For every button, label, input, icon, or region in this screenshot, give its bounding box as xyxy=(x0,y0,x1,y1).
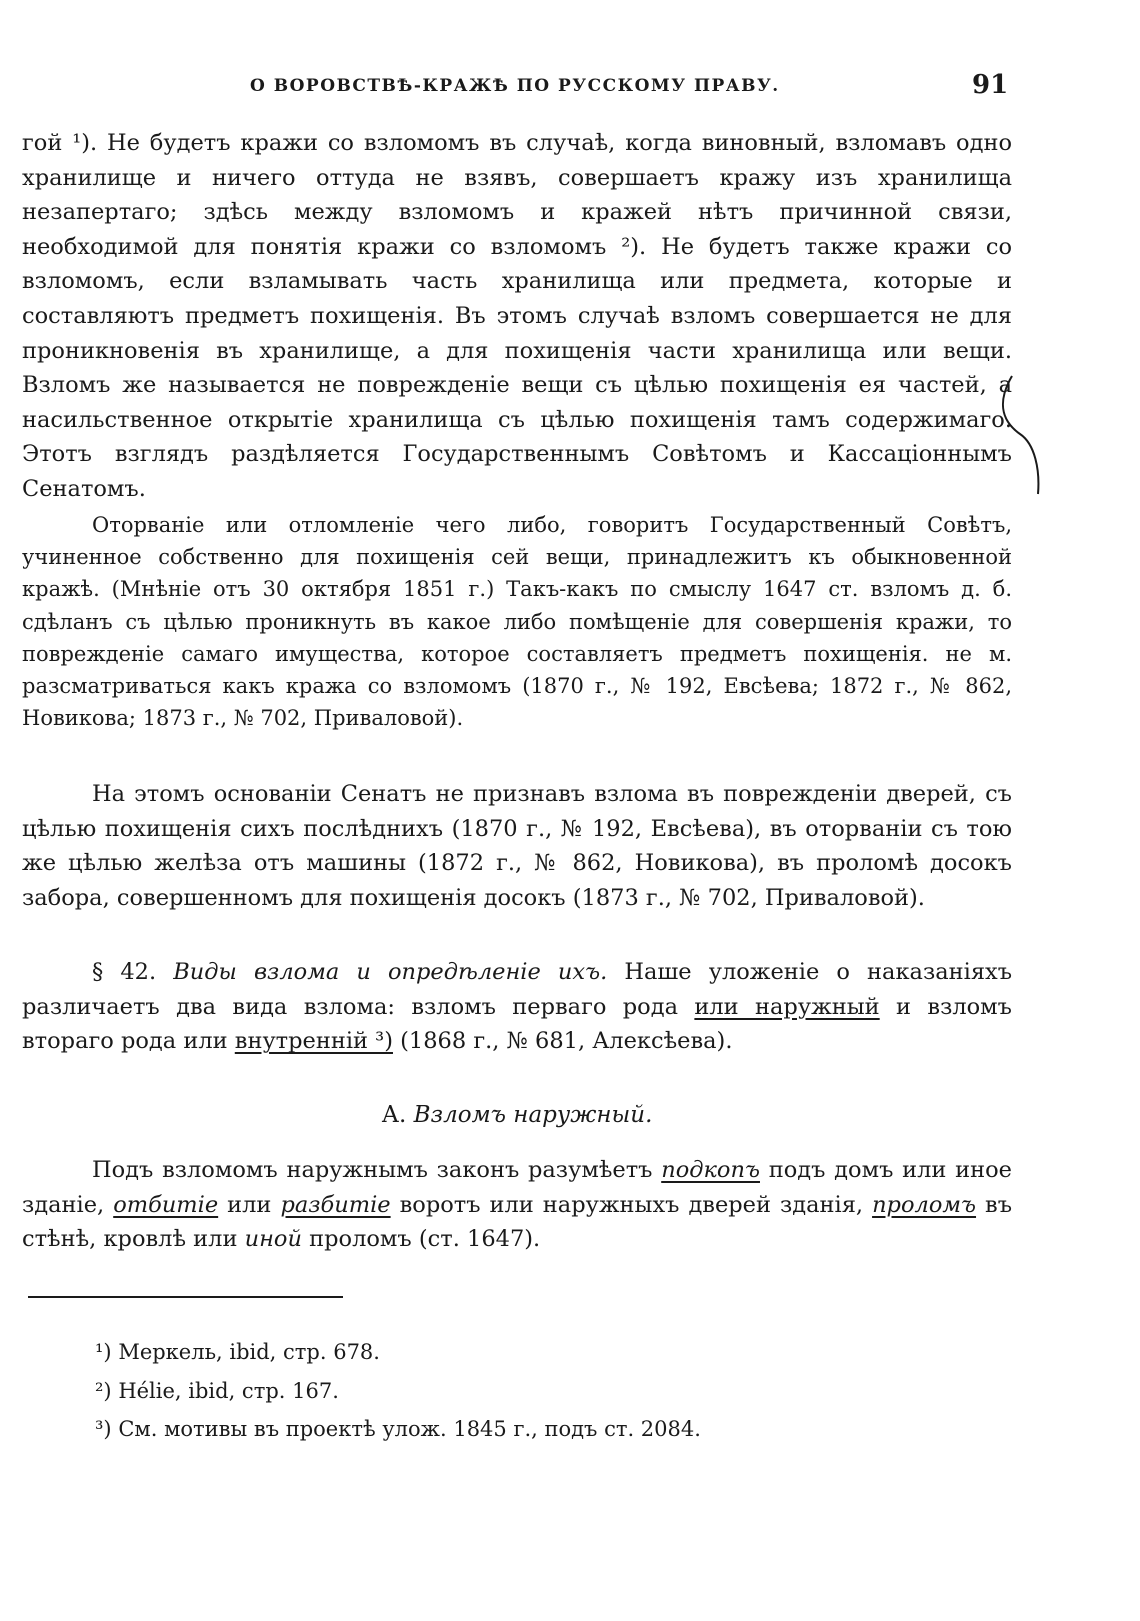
paragraph-1 xyxy=(22,126,1012,507)
footnote-rule xyxy=(28,1296,343,1298)
paragraph-5-part-e: въ стѣнѣ, кровлѣ или xyxy=(22,1191,1013,1253)
underlined-phrase-1: или наружный xyxy=(694,993,880,1020)
paragraph-3 xyxy=(22,777,1012,915)
section-number: § 42. xyxy=(92,959,157,985)
paragraph-5-part-b: подъ домъ или иное зданіе, xyxy=(22,1157,1012,1218)
paragraph-1-text: гой ¹). Не будетъ кражи со взломомъ въ случаѣ, когда виновный, взломавъ одно хранилище и ничего оттуда не взявъ, совершаетъ кражу изъ хранилища незапертаго; здѣсь между взломомъ и кражей нѣтъ причинной связи, необходимой для понятія кражи со взломомъ ²). Не будетъ также кражи со взломомъ, если взламывать часть хранилища или предмета, которые и составляютъ предметъ похищенія. Въ этомъ случаѣ взломъ совершается не для проникновенія въ хранилище, а для похищенія части хранилища или вещи. Взломъ же называется не поврежденіе вещи съ цѣлью похищенія ея частей, а насильственное открытіе хранилища съ цѣлью похищенія тамъ содержимаго. Этотъ взглядъ раздѣляется Государственнымъ Совѣтомъ и Кассаціоннымъ Сенатомъ. xyxy=(22,130,1012,502)
footnote-1 xyxy=(95,1333,995,1372)
paragraph-5 xyxy=(22,1153,1012,1257)
footnote-text: Hélie, ibid, стр. 167. xyxy=(118,1378,339,1403)
subsection-title: Взломъ наружный. xyxy=(413,1102,653,1128)
margin-bracket-mark xyxy=(990,370,1050,500)
term-inoy: иной xyxy=(244,1226,302,1253)
page-number: 91 xyxy=(972,70,1009,100)
subsection-heading xyxy=(22,1102,1012,1128)
paragraph-5-part-a: Подъ взломомъ наружнымъ законъ разумѣетъ xyxy=(92,1157,662,1183)
section-title: Виды взлома и опредѣленіе ихъ. xyxy=(173,959,608,985)
footnotes xyxy=(95,1333,995,1449)
subsection-letter: А. xyxy=(381,1102,407,1128)
footnote-text: См. мотивы въ проектѣ улож. 1845 г., подъ ст. 2084. xyxy=(118,1417,701,1441)
paragraph-4-part-c: (1868 г., № 681, Алексѣева). xyxy=(392,1028,733,1055)
paragraph-2-text: Оторваніе или отломленіе чего либо, говоритъ Государственный Совѣтъ, учиненное собственно для похищенія сей вещи, принадлежитъ къ обыкновенной кражѣ. (Мнѣніе отъ 30 октября 1851 г.) Такъ-какъ по смыслу 1647 ст. взломъ д. б. сдѣланъ съ цѣлью проникнуть въ какое либо помѣщеніе для совершенія кражи, то поврежденіе самаго имущества, которое составляетъ предметъ похищенія. не м. разсматриваться какъ кража со взломомъ (1870 г., № 192, Евсѣева; 1872 г., № 862, Новикова; 1873 г., № 702, Приваловой). xyxy=(22,513,1012,731)
paragraph-5-text xyxy=(22,1153,1012,1257)
footnote-mark: ¹) xyxy=(95,1340,112,1364)
paragraph-4-text xyxy=(22,955,1012,1059)
footnote-2 xyxy=(95,1372,995,1411)
term-otbitie: отбитіе xyxy=(113,1191,219,1218)
footnote-mark: ³) xyxy=(95,1417,112,1441)
footnote-3 xyxy=(95,1410,995,1449)
footnote-mark: ²) xyxy=(95,1378,112,1403)
paragraph-5-part-c: или xyxy=(218,1191,281,1218)
paragraph-5-part-d: воротъ или наружныхъ дверей зданія, xyxy=(390,1191,873,1218)
term-prolom: проломъ xyxy=(872,1191,977,1218)
underlined-phrase-2: внутренній ³) xyxy=(234,1028,393,1055)
term-razbitie: разбитіе xyxy=(280,1191,391,1218)
paragraph-5-part-f: проломъ (ст. 1647). xyxy=(301,1226,541,1253)
paragraph-4-part-a: Наше уложеніе о наказаніяхъ различаетъ два вида взлома: взломъ перваго рода xyxy=(22,959,1013,1020)
paragraph-4 xyxy=(22,955,1012,1059)
running-title: О ВОРОВСТВѢ-КРАЖѢ ПО РУССКОМУ ПРАВУ. xyxy=(250,76,780,96)
paragraph-4-part-b: и взломъ втораго рода или xyxy=(22,993,1013,1055)
paragraph-3-text: На этомъ основаніи Сенатъ не признавъ взлома въ поврежденіи дверей, съ цѣлью похищенія сихъ послѣднихъ (1870 г., № 192, Евсѣева), въ оторваніи съ тою же цѣлью желѣза отъ машины (1872 г., № 862, Новикова), въ проломѣ досокъ забора, совершенномъ для похищенія досокъ (1873 г., № 702, Приваловой). xyxy=(22,781,1012,911)
footnote-text: Меркель, ibid, стр. 678. xyxy=(118,1340,380,1364)
term-podkop: подкопъ xyxy=(661,1157,760,1183)
paragraph-2 xyxy=(22,509,1012,734)
